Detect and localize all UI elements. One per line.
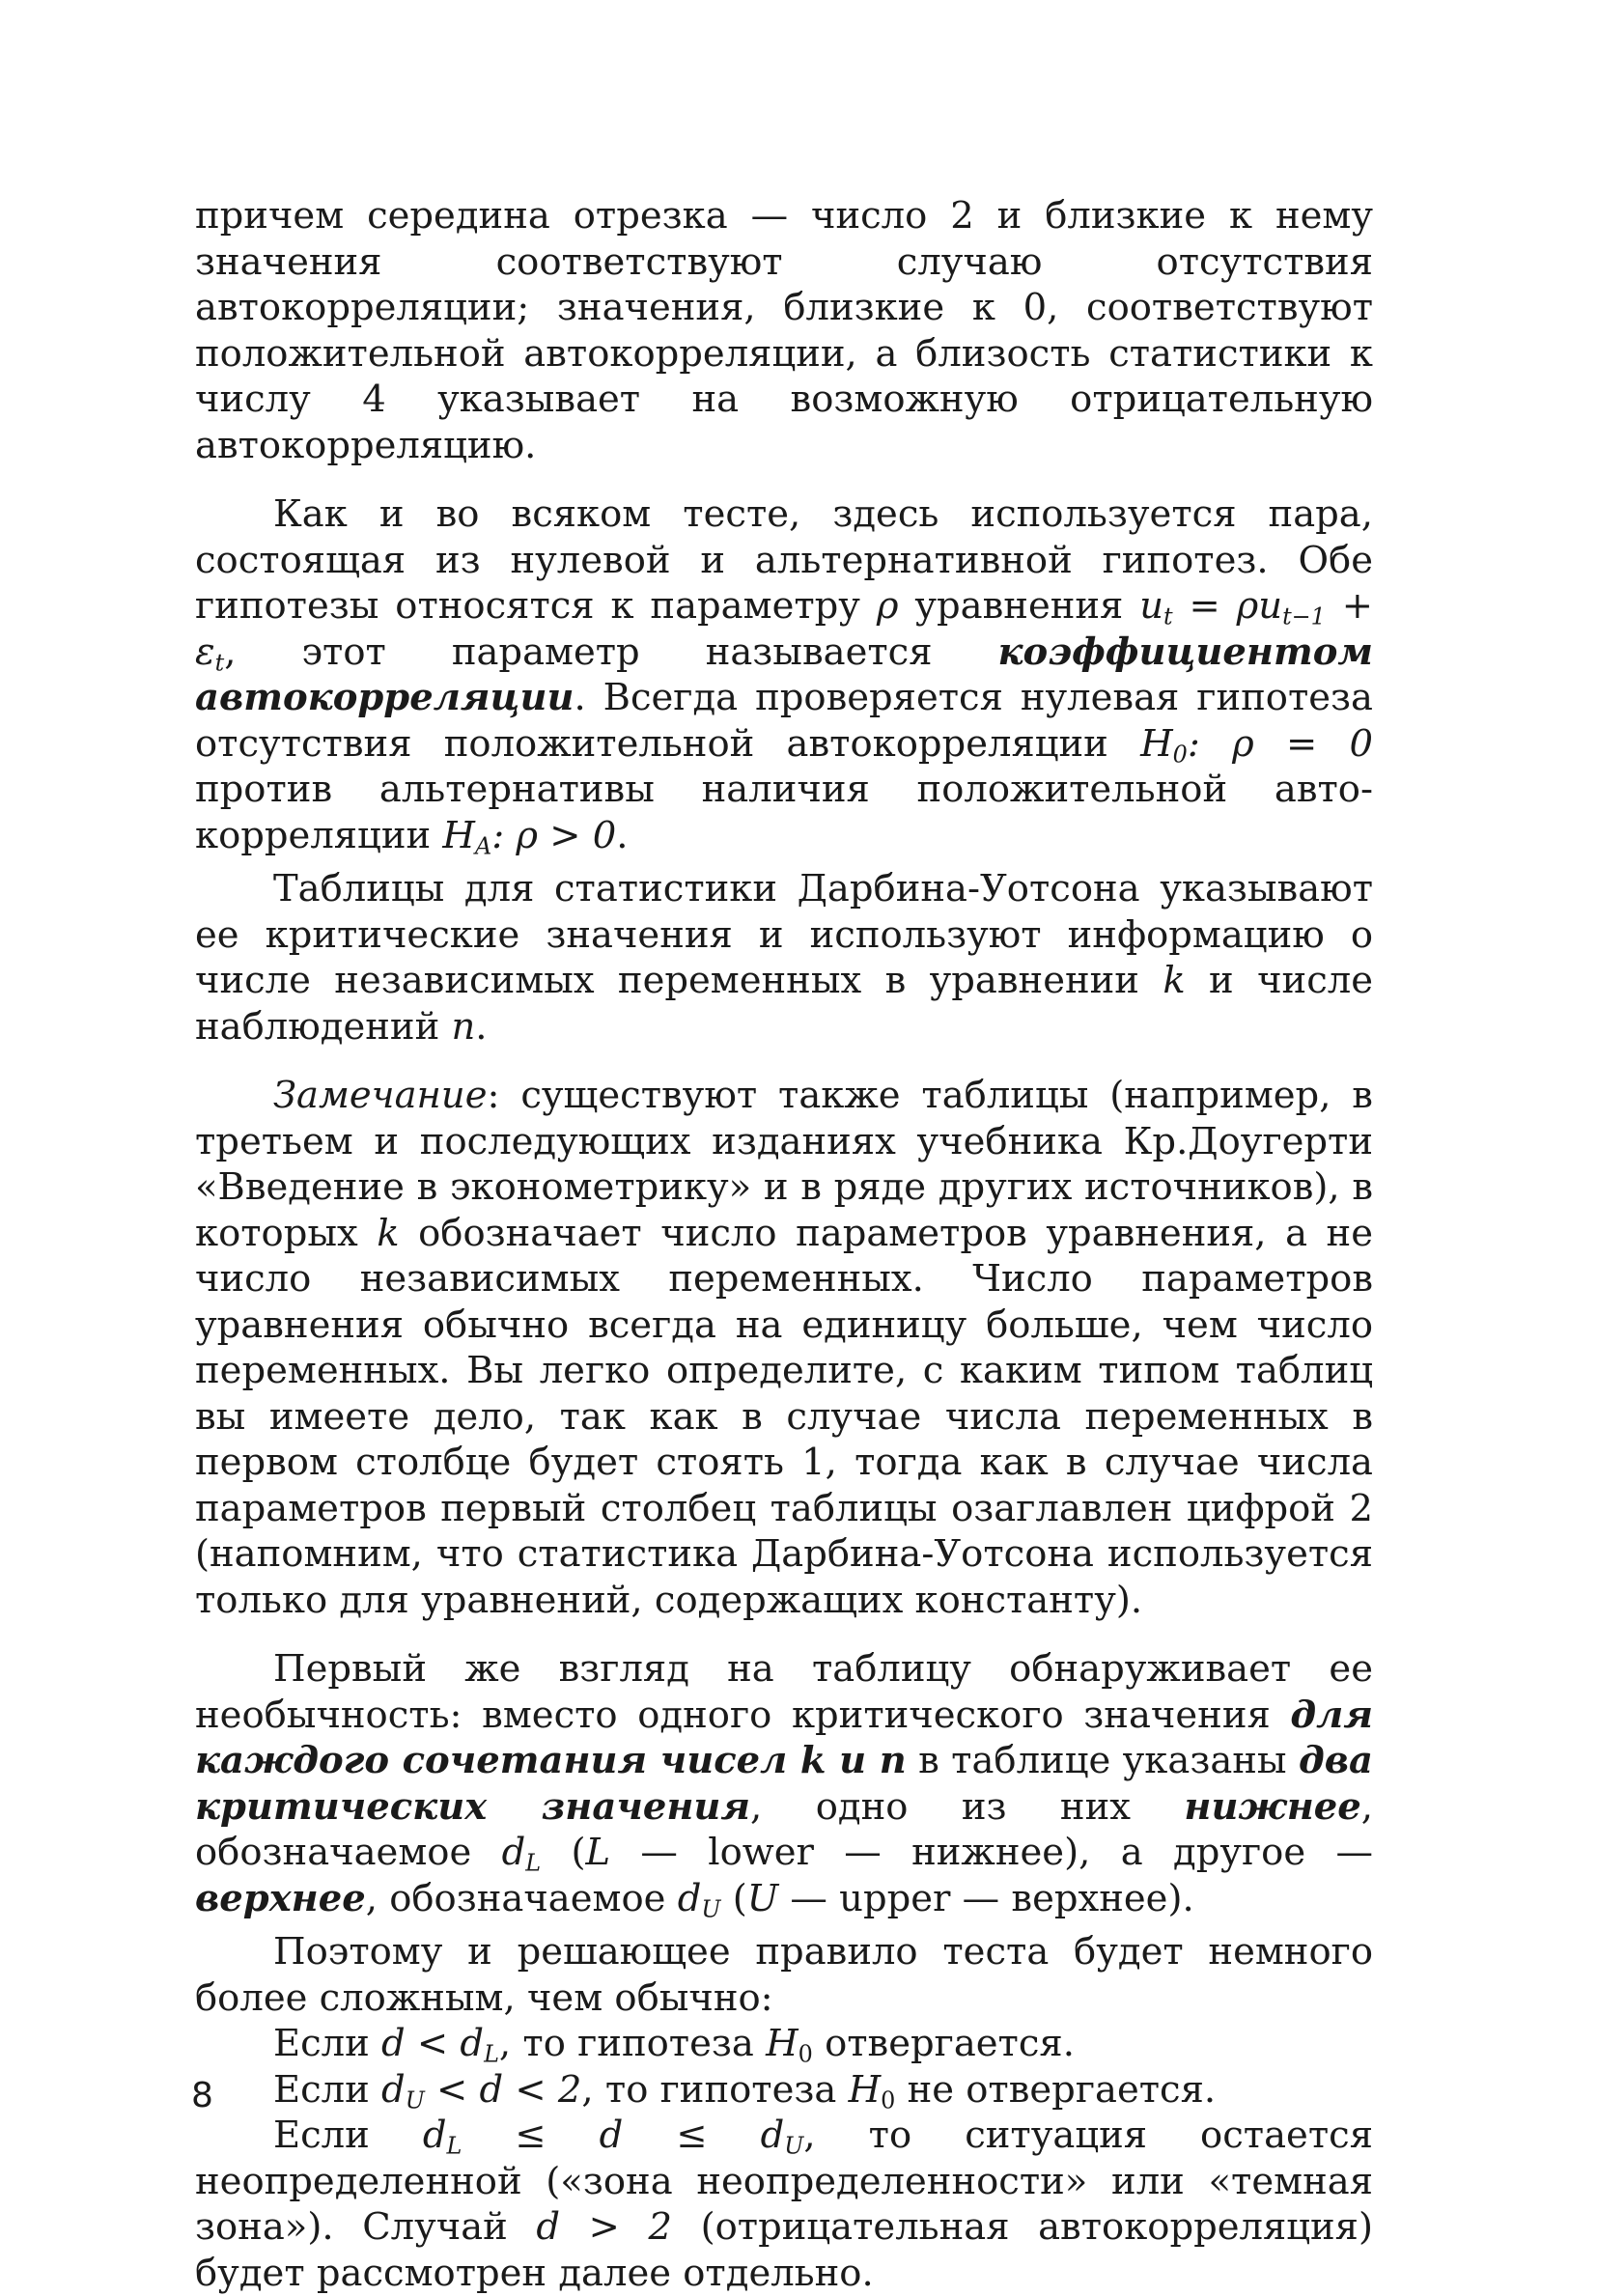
- text: — lower — нижнее), а другое —: [610, 1831, 1373, 1874]
- decision-rule-3: [195, 2113, 1373, 2296]
- paragraph-4: [195, 1073, 1373, 1623]
- text: — upper — верхнее).: [778, 1876, 1194, 1920]
- paragraph-6: [195, 1929, 1373, 2021]
- k-symbol: k: [377, 1211, 400, 1255]
- l-symbol: L: [585, 1831, 611, 1874]
- h0-symbol: $H_0$: [766, 2022, 813, 2068]
- h0-symbol: $H_0$: [848, 2067, 896, 2114]
- n-symbol: n: [451, 1004, 476, 1049]
- d-lower: $d_L$: [501, 1831, 542, 1877]
- text: . Всегда проверяется нулевая гипотеза отсутствия положительной автокорреляции: [195, 676, 1373, 766]
- text: Если: [273, 2067, 382, 2112]
- text: отвергается.: [812, 2022, 1075, 2065]
- null-hypothesis: $H_0$: ρ = 0: [1140, 721, 1373, 769]
- text: , обозначаемое: [195, 1784, 1374, 1874]
- text: (: [541, 1831, 586, 1874]
- text: против альтернативы наличия положительной автокорреляции: [195, 768, 1373, 857]
- text: : существуют также таблицы (например, в третьем и последующих изданиях учебника Кр.Доугерти «Введение в эконометрику» и в ряде других источников), в которых: [195, 1074, 1373, 1255]
- paragraph-2: [195, 491, 1373, 858]
- emphasis: для каждого сочетания чисел k и n: [195, 1693, 1373, 1782]
- text: (: [720, 1876, 747, 1920]
- text: .: [475, 1004, 488, 1049]
- decision-rule-2: [195, 2067, 1373, 2114]
- paragraph-1: [195, 193, 1373, 468]
- text: Как и во всяком тесте, здесь используется пара, состоящая из нулевой и альтернативной гипотез. Обе гипотезы относятся к параметру: [195, 492, 1373, 628]
- emphasis: два критических значения: [195, 1739, 1373, 1829]
- text: Первый же взгляд на таблицу обнаруживает ее необычность: вместо одного критического значения: [195, 1647, 1373, 1737]
- text: и числе наблюдений: [195, 959, 1374, 1049]
- text: .: [616, 813, 629, 857]
- page-number: 8: [191, 2076, 213, 2115]
- u-symbol: U: [746, 1876, 779, 1920]
- text: , обозначаемое: [365, 1876, 678, 1920]
- text: , то гипотеза: [498, 2022, 767, 2065]
- rho-symbol: ρ: [876, 584, 899, 628]
- text: обозначает число параметров уравнения, а не число независимых переменных. Число параметров уравнения обычно всегда на единицу больше, чем число переменных. Вы легко определите, с каким типом таблиц вы имеете дело, так как в случае числа переменных в первом столбце будет стоять 1, тогда как в случае числа параметров первый столбец таблицы озаглавлен цифрой 2 (напомним, что статистика Дарбина-Уотсона используется только для уравнений, содержащих константу).: [195, 1211, 1373, 1622]
- text: в таблице указаны: [906, 1739, 1299, 1782]
- page-text: [195, 193, 1373, 2296]
- rule-condition: $d_U < d < 2$: [381, 2067, 582, 2114]
- text: Поэтому и решающее правило теста будет немного более сложным, чем обычно:: [195, 1930, 1373, 2020]
- ar1-equation: $u_t = \rho u_{t-1} + \varepsilon_t$: [195, 584, 1373, 677]
- text: не отвергается.: [895, 2067, 1217, 2112]
- text: (отрицательная автокорреляция) будет рассмотрен далее отдельно.: [195, 2205, 1373, 2295]
- decision-rule-1: [195, 2021, 1373, 2067]
- d-upper: $d_U$: [677, 1876, 721, 1923]
- text: Таблицы для статистики Дарбина-Уотсона указывают ее критические значения и используют информацию о числе независимых переменных в уравнении: [195, 867, 1373, 1002]
- text: , то гипотеза: [581, 2067, 849, 2112]
- text: , этот параметр называется: [224, 630, 998, 674]
- paragraph-3: [195, 866, 1373, 1050]
- paragraph-1-text: причем середина отрезка — число 2 и близкие к нему значения соответствуют случаю отсутствия автокорреляции; значения, близкие к 0, соответствуют положительной автокорреляции, а близость статистики к числу 4 указывает на возможную отрицательную автокорреляцию.: [195, 194, 1373, 467]
- term-autocorrelation-coefficient: коэффициентом автокорреляции: [195, 630, 1373, 719]
- text: Если: [273, 2114, 423, 2157]
- remark-label: Замечание: [273, 1074, 488, 1117]
- alternative-hypothesis: $H_A$: ρ > 0: [442, 813, 617, 860]
- emphasis: верхнее: [195, 1876, 366, 1920]
- text: , одно из них: [750, 1784, 1185, 1829]
- text: Если: [273, 2022, 382, 2065]
- rule-condition: $d_L \le d \le d_U$: [422, 2114, 804, 2160]
- text: уравнения: [898, 584, 1140, 628]
- paragraph-5: [195, 1646, 1373, 1921]
- negative-case-condition: d > 2: [536, 2205, 672, 2249]
- text: , то ситуация остается неопределенной («зона неопределенности» или «темная зона»). Случай: [195, 2114, 1373, 2249]
- emphasis: нижнее: [1184, 1784, 1361, 1829]
- rule-condition: $d < d_L$: [381, 2022, 499, 2068]
- k-symbol: k: [1163, 959, 1186, 1002]
